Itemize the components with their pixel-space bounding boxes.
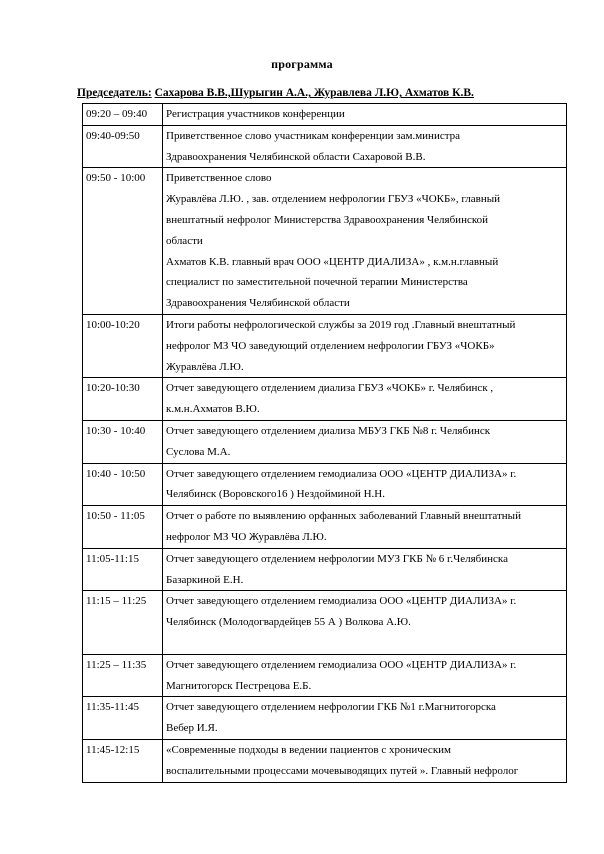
time-cell: 09:40-09:50 bbox=[83, 125, 163, 168]
description-line: Отчет заведующего отделением нефрологии МУЗ ГКБ № 6 г.Челябинска bbox=[166, 552, 508, 565]
time-cell: 09:50 - 10:00 bbox=[83, 168, 163, 315]
description-line: Суслова М.А. bbox=[166, 445, 231, 458]
description-cell bbox=[163, 463, 567, 506]
time-cell: 10:40 - 10:50 bbox=[83, 463, 163, 506]
description-line: Приветственное слово bbox=[166, 172, 272, 185]
description-line: Отчет заведующего отделением диализа ГБУЗ «ЧОКБ» г. Челябинск , bbox=[166, 382, 494, 395]
description-line: Базаркиной Е.Н. bbox=[166, 573, 244, 586]
time-cell: 11:05-11:15 bbox=[83, 548, 163, 591]
description-line: Журавлёва Л.Ю. , зав. отделением нефрологии ГБУЗ «ЧОКБ», главный bbox=[166, 193, 501, 206]
description-line: Журавлёва Л.Ю. bbox=[166, 360, 244, 373]
table-row bbox=[83, 104, 567, 126]
page-bottom-margin bbox=[0, 789, 604, 854]
table-row bbox=[83, 420, 567, 463]
table-row bbox=[83, 168, 567, 315]
description-cell bbox=[163, 125, 567, 168]
chair-label: Председатель: bbox=[77, 87, 152, 99]
table-row bbox=[83, 125, 567, 168]
description-line: Отчет заведующего отделением гемодиализа ООО «ЦЕНТР ДИАЛИЗА» г. bbox=[166, 467, 517, 480]
description-line: Здравоохранения Челябинской области Сахаровой В.В. bbox=[166, 150, 426, 163]
description-cell bbox=[163, 378, 567, 421]
description-cell bbox=[163, 104, 567, 126]
description-cell bbox=[163, 420, 567, 463]
description-line: Итоги работы нефрологической службы за 2019 год .Главный внештатный bbox=[166, 318, 516, 331]
table-row bbox=[83, 697, 567, 740]
description-line: Отчет заведующего отделением гемодиализа ООО «ЦЕНТР ДИАЛИЗА» г. bbox=[166, 595, 517, 608]
description-cell bbox=[163, 697, 567, 740]
time-cell: 11:45-12:15 bbox=[83, 739, 163, 782]
description-line: Здравоохранения Челябинской области bbox=[166, 297, 350, 310]
description-line: воспалительными процессами мочевыводящих путей ». Главный нефролог bbox=[166, 764, 519, 777]
table-row bbox=[83, 548, 567, 591]
table-row bbox=[83, 591, 567, 654]
time-cell: 10:00-10:20 bbox=[83, 314, 163, 377]
table-row bbox=[83, 506, 567, 549]
table-row bbox=[83, 654, 567, 697]
time-cell: 10:20-10:30 bbox=[83, 378, 163, 421]
description-cell bbox=[163, 739, 567, 782]
description-line: специалист по заместительной почечной терапии Министерства bbox=[166, 276, 468, 289]
chairpersons-line bbox=[77, 86, 474, 100]
description-cell bbox=[163, 314, 567, 377]
time-cell: 11:25 – 11:35 bbox=[83, 654, 163, 697]
chair-names: Сахарова В.В.,Шурыгин А.А., Журавлева Л.Ю, Ахматов К.В. bbox=[154, 87, 474, 99]
table-row bbox=[83, 378, 567, 421]
table-row bbox=[83, 739, 567, 782]
description-cell bbox=[163, 654, 567, 697]
description-cell bbox=[163, 548, 567, 591]
description-line: Ахматов К.В. главный врач ООО «ЦЕНТР ДИАЛИЗА» , к.м.н.главный bbox=[166, 255, 499, 268]
description-line: Отчет о работе по выявлению орфанных заболеваний Главный внештатный bbox=[166, 510, 521, 523]
time-cell: 11:15 – 11:25 bbox=[83, 591, 163, 654]
description-cell bbox=[163, 506, 567, 549]
table-row bbox=[83, 463, 567, 506]
description-line bbox=[166, 633, 563, 654]
table-row bbox=[83, 314, 567, 377]
description-line: Отчет заведующего отделением нефрологии ГКБ №1 г.Магнитогорска bbox=[166, 701, 496, 714]
description-line: внештатный нефролог Министерства Здравоохранения Челябинской bbox=[166, 213, 489, 226]
description-line: Челябинск (Воровского16 ) Нездойминой Н.Н. bbox=[166, 488, 385, 501]
description-line: «Современные подходы в ведении пациентов с хроническим bbox=[166, 743, 452, 756]
description-line: Приветственное слово участникам конференции зам.министра bbox=[166, 129, 461, 142]
description-line: Отчет заведующего отделением диализа МБУЗ ГКБ №8 г. Челябинск bbox=[166, 424, 491, 437]
description-cell bbox=[163, 591, 567, 654]
page-title: программа bbox=[271, 57, 333, 71]
description-line: Вебер И.Я. bbox=[166, 722, 218, 735]
time-cell: 09:20 – 09:40 bbox=[83, 104, 163, 126]
time-cell: 10:50 - 11:05 bbox=[83, 506, 163, 549]
program-table bbox=[82, 103, 567, 783]
description-line: Магнитогорск Пестрецова Е.Б. bbox=[166, 679, 312, 692]
description-cell bbox=[163, 168, 567, 315]
description-line: нефролог МЗ ЧО Журавлёва Л.Ю. bbox=[166, 530, 327, 543]
description-line: нефролог МЗ ЧО заведующий отделением нефрологии ГБУЗ «ЧОКБ» bbox=[166, 339, 495, 352]
time-cell: 10:30 - 10:40 bbox=[83, 420, 163, 463]
description-line: Челябинск (Молодогвардейцев 55 А ) Волкова А.Ю. bbox=[166, 616, 411, 629]
description-line: Регистрация участников конференции bbox=[166, 108, 345, 120]
description-line: области bbox=[166, 234, 203, 247]
description-line: Отчет заведующего отделением гемодиализа ООО «ЦЕНТР ДИАЛИЗА» г. bbox=[166, 658, 517, 671]
description-line: к.м.н.Ахматов В.Ю. bbox=[166, 403, 260, 416]
time-cell: 11:35-11:45 bbox=[83, 697, 163, 740]
